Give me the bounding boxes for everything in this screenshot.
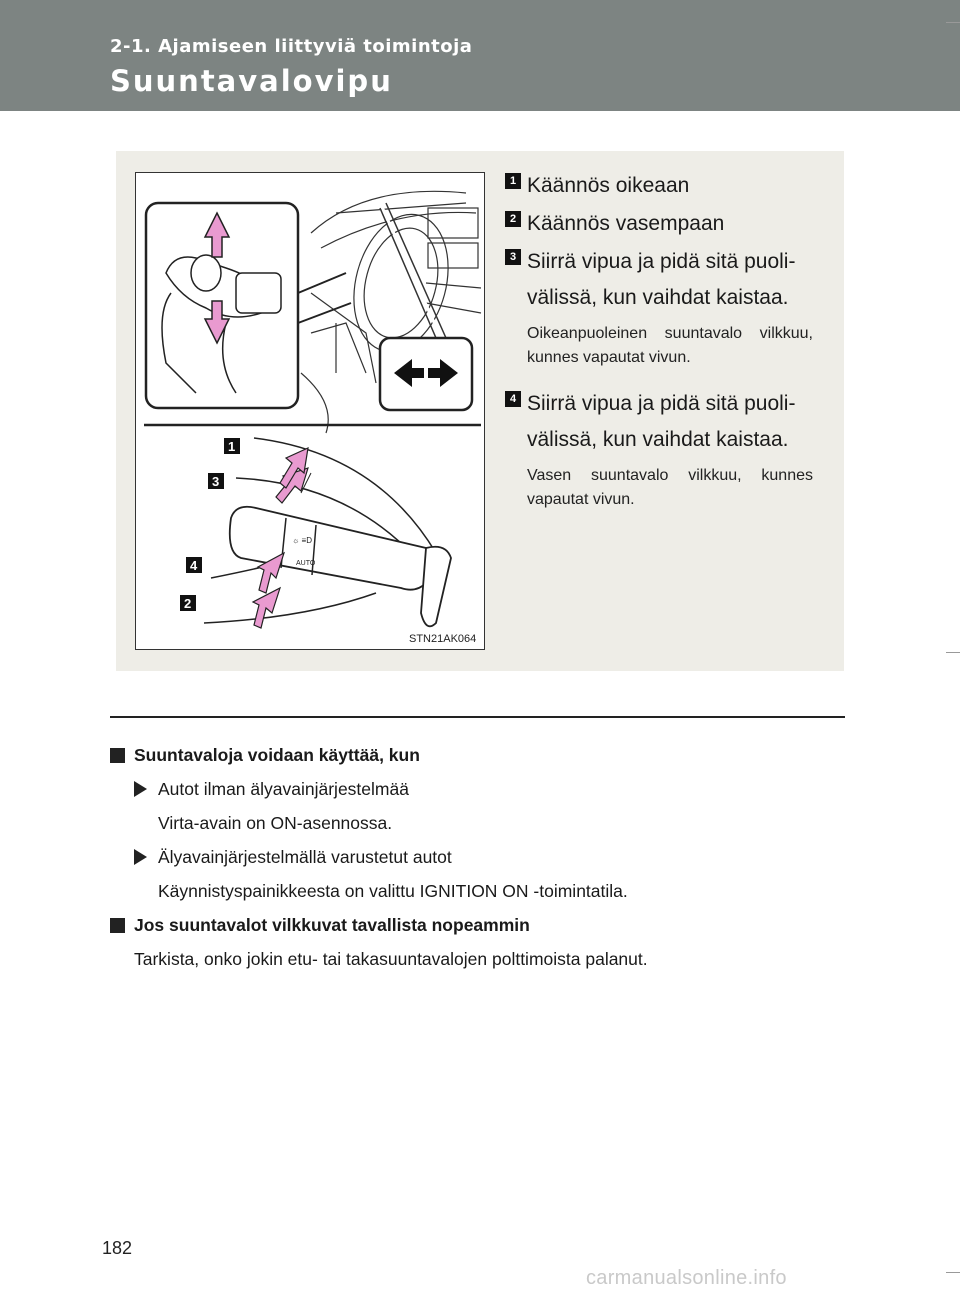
callout-4-label: 4 bbox=[190, 558, 198, 573]
crop-mark bbox=[946, 22, 960, 23]
watermark: carmanualsonline.info bbox=[586, 1267, 787, 1289]
svg-text:AUTO: AUTO bbox=[296, 560, 316, 567]
note-bullet bbox=[110, 840, 845, 874]
step-number: 2 bbox=[505, 211, 521, 227]
triangle-bullet-icon bbox=[134, 849, 147, 865]
instruction-text: Siirrä vipua ja pidä sitä puolivälissä, kun vaihdat kaistaa. bbox=[527, 392, 796, 451]
callout-1-label: 1 bbox=[228, 439, 236, 454]
square-bullet-icon bbox=[110, 748, 125, 763]
crop-mark bbox=[946, 652, 960, 653]
bullet-text: Autot ilman älyavainjärjestelmää bbox=[158, 779, 409, 799]
arrows-box bbox=[380, 338, 472, 410]
callout-3-label: 3 bbox=[212, 474, 220, 489]
page-number: 182 bbox=[102, 1238, 133, 1258]
step-number: 1 bbox=[505, 173, 521, 189]
note-body: Tarkista, onko jokin etu- tai takasuuntavalojen polttimoista palanut. bbox=[134, 949, 648, 969]
instruction-note: Vasen suuntavalo vilkkuu, kunnes vapautat vivun. bbox=[527, 467, 813, 508]
step-number: 3 bbox=[505, 249, 521, 265]
zoom-callout bbox=[146, 203, 351, 408]
divider bbox=[110, 716, 845, 718]
instruction-item bbox=[505, 244, 813, 370]
svg-text:☼ ≡D: ☼ ≡D bbox=[292, 536, 312, 545]
instruction-text: Käännös oikeaan bbox=[527, 174, 690, 197]
notes-section bbox=[110, 738, 845, 976]
section-title: 2-1. Ajamiseen liittyviä toimintoja bbox=[110, 36, 473, 57]
crop-mark bbox=[946, 1272, 960, 1273]
note-heading-text: Suuntavaloja voidaan käyttää, kun bbox=[134, 745, 420, 765]
callout-2-label: 2 bbox=[184, 596, 192, 611]
instruction-list bbox=[505, 168, 813, 528]
instruction-item bbox=[505, 386, 813, 512]
instruction-item bbox=[505, 168, 813, 204]
instruction-item bbox=[505, 206, 813, 242]
square-bullet-icon bbox=[110, 918, 125, 933]
figure-code: STN21AK064 bbox=[409, 633, 477, 645]
triangle-bullet-icon bbox=[134, 781, 147, 797]
note-heading bbox=[110, 908, 845, 942]
bullet-text: Älyavainjärjestelmällä varustetut autot bbox=[158, 847, 452, 867]
note-bullet bbox=[110, 772, 845, 806]
step-number: 4 bbox=[505, 391, 521, 407]
note-heading bbox=[110, 738, 845, 772]
lever-drawing bbox=[136, 173, 483, 648]
instruction-note: Oikeanpuoleinen suuntavalo vilkkuu, kunnes vapautat vivun. bbox=[527, 325, 813, 366]
instruction-text: Käännös vasempaan bbox=[527, 212, 725, 235]
bullet-detail: Virta-avain on ON-asennossa. bbox=[158, 813, 393, 833]
note-heading-text: Jos suuntavalot vilkkuvat tavallista nopeammin bbox=[134, 915, 530, 935]
lever-illustration bbox=[135, 172, 485, 650]
instruction-text: Siirrä vipua ja pidä sitä puolivälissä, kun vaihdat kaistaa. bbox=[527, 250, 796, 309]
page-title: Suuntavalovipu bbox=[110, 64, 393, 98]
chapter-header bbox=[0, 0, 960, 111]
bullet-detail: Käynnistyspainikkeesta on valittu IGNITION ON -toimintatila. bbox=[158, 881, 628, 901]
